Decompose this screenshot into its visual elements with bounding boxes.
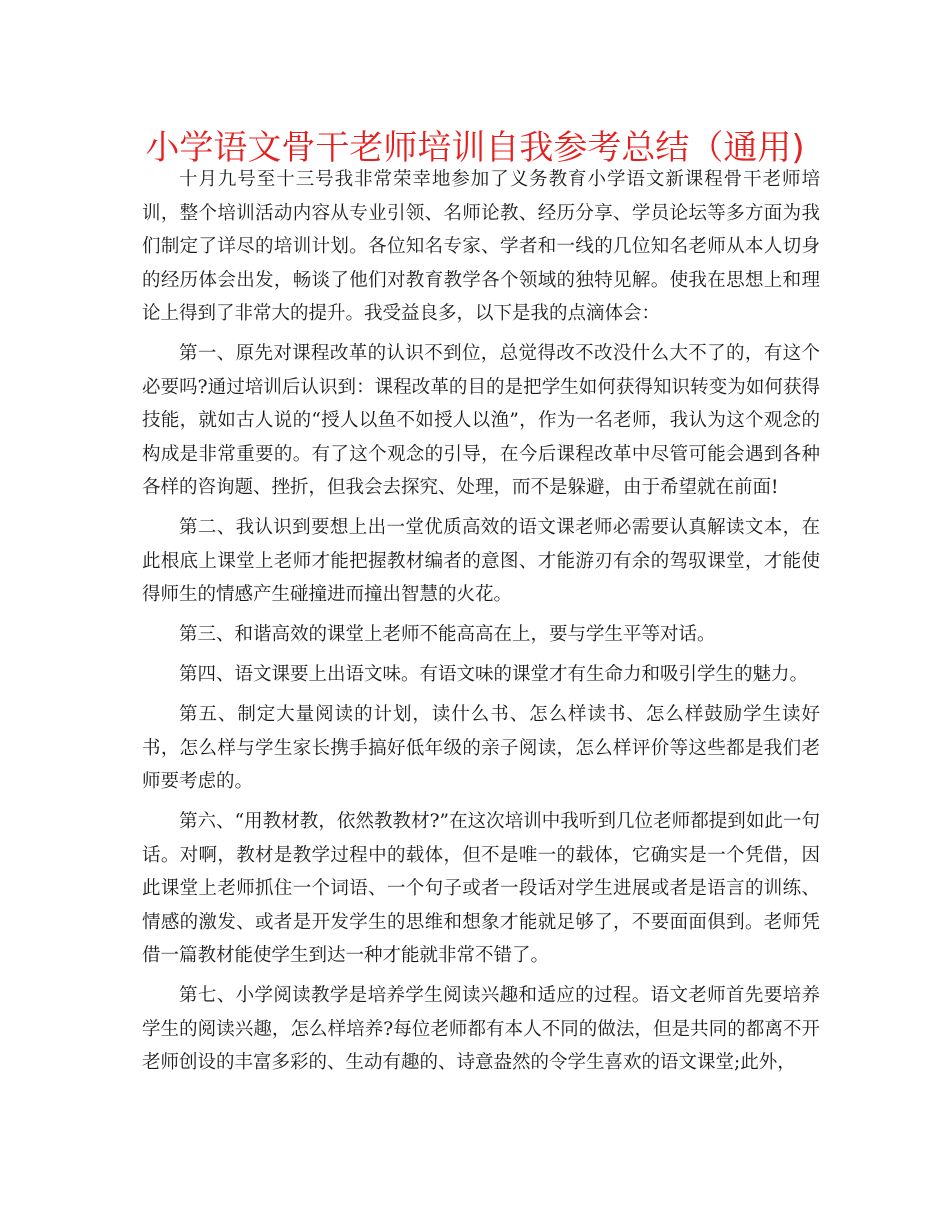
paragraph-point-1: 第一、原先对课程改革的认识不到位，总觉得改不改没什么大不了的，有这个必要吗?通过培训后认识到：课程改革的目的是把学生如何获得知识转变为如何获得技能，就如古人说的“授人以鱼不如授人以渔”，作为一名老师，我认为这个观念的构成是非常重要的。有了这个观念的引导，在今后课程改革中尽管可能会遇到各种各样的咨询题、挫折，但我会去探究、处理，而不是躲避，由于希望就在前面! <box>142 343 820 498</box>
paragraph-intro: 十月九号至十三号我非常荣幸地参加了义务教育小学语文新课程骨干老师培训，整个培训活动内容从专业引领、名师论教、经历分享、学员论坛等多方面为我们制定了详尽的培训计划。各位知名专家、学者和一线的几位知名老师从本人切身的经历体会出发，畅谈了他们对教育教学各个领域的独特见解。使我在思想上和理论上得到了非常大的提升。我受益良多，以下是我的点滴体会： <box>142 169 820 324</box>
document-title: 小学语文骨干老师培训自我参考总结（通用) <box>145 128 805 168</box>
document-body <box>142 163 820 1086</box>
paragraph-point-3: 第三、和谐高效的课堂上老师不能高高在上，要与学生平等对话。 <box>179 624 716 645</box>
paragraph-point-4: 第四、语文课要上出语文味。有语文味的课堂才有生命力和吸引学生的魅力。 <box>179 664 809 685</box>
paragraph-point-2: 第二、我认识到要想上出一堂优质高效的语文课老师必需要认真解读文本，在此根底上课堂上老师才能把握教材编者的意图、才能游刃有余的驾驭课堂，才能使得师生的情感产生碰撞进而撞出智慧的火花。 <box>142 517 820 605</box>
paragraph-point-7: 第七、小学阅读教学是培养学生阅读兴趣和适应的过程。语文老师首先要培养学生的阅读兴趣，怎么样培养?每位老师都有本人不同的做法，但是共同的都离不开老师创设的丰富多彩的、生动有趣的、诗意盎然的令学生喜欢的语文课堂;此外， <box>142 985 820 1073</box>
paragraph-point-6: 第六、“用教材教，依然教教材?”在这次培训中我听到几位老师都提到如此一句话。对啊，教材是教学过程中的载体，但不是唯一的载体，它确实是一个凭借，因此课堂上老师抓住一个词语、一个句子或者一段话对学生进展或者是语言的训练、情感的激发、或者是开发学生的思维和想象才能就足够了，不要面面俱到。老师凭借一篇教材能使学生到达一种才能就非常不错了。 <box>142 811 820 966</box>
paragraph-point-5: 第五、制定大量阅读的计划，读什么书、怎么样读书、怎么样鼓励学生读好书，怎么样与学生家长携手搞好低年级的亲子阅读，怎么样评价等这些都是我们老师要考虑的。 <box>142 704 820 792</box>
